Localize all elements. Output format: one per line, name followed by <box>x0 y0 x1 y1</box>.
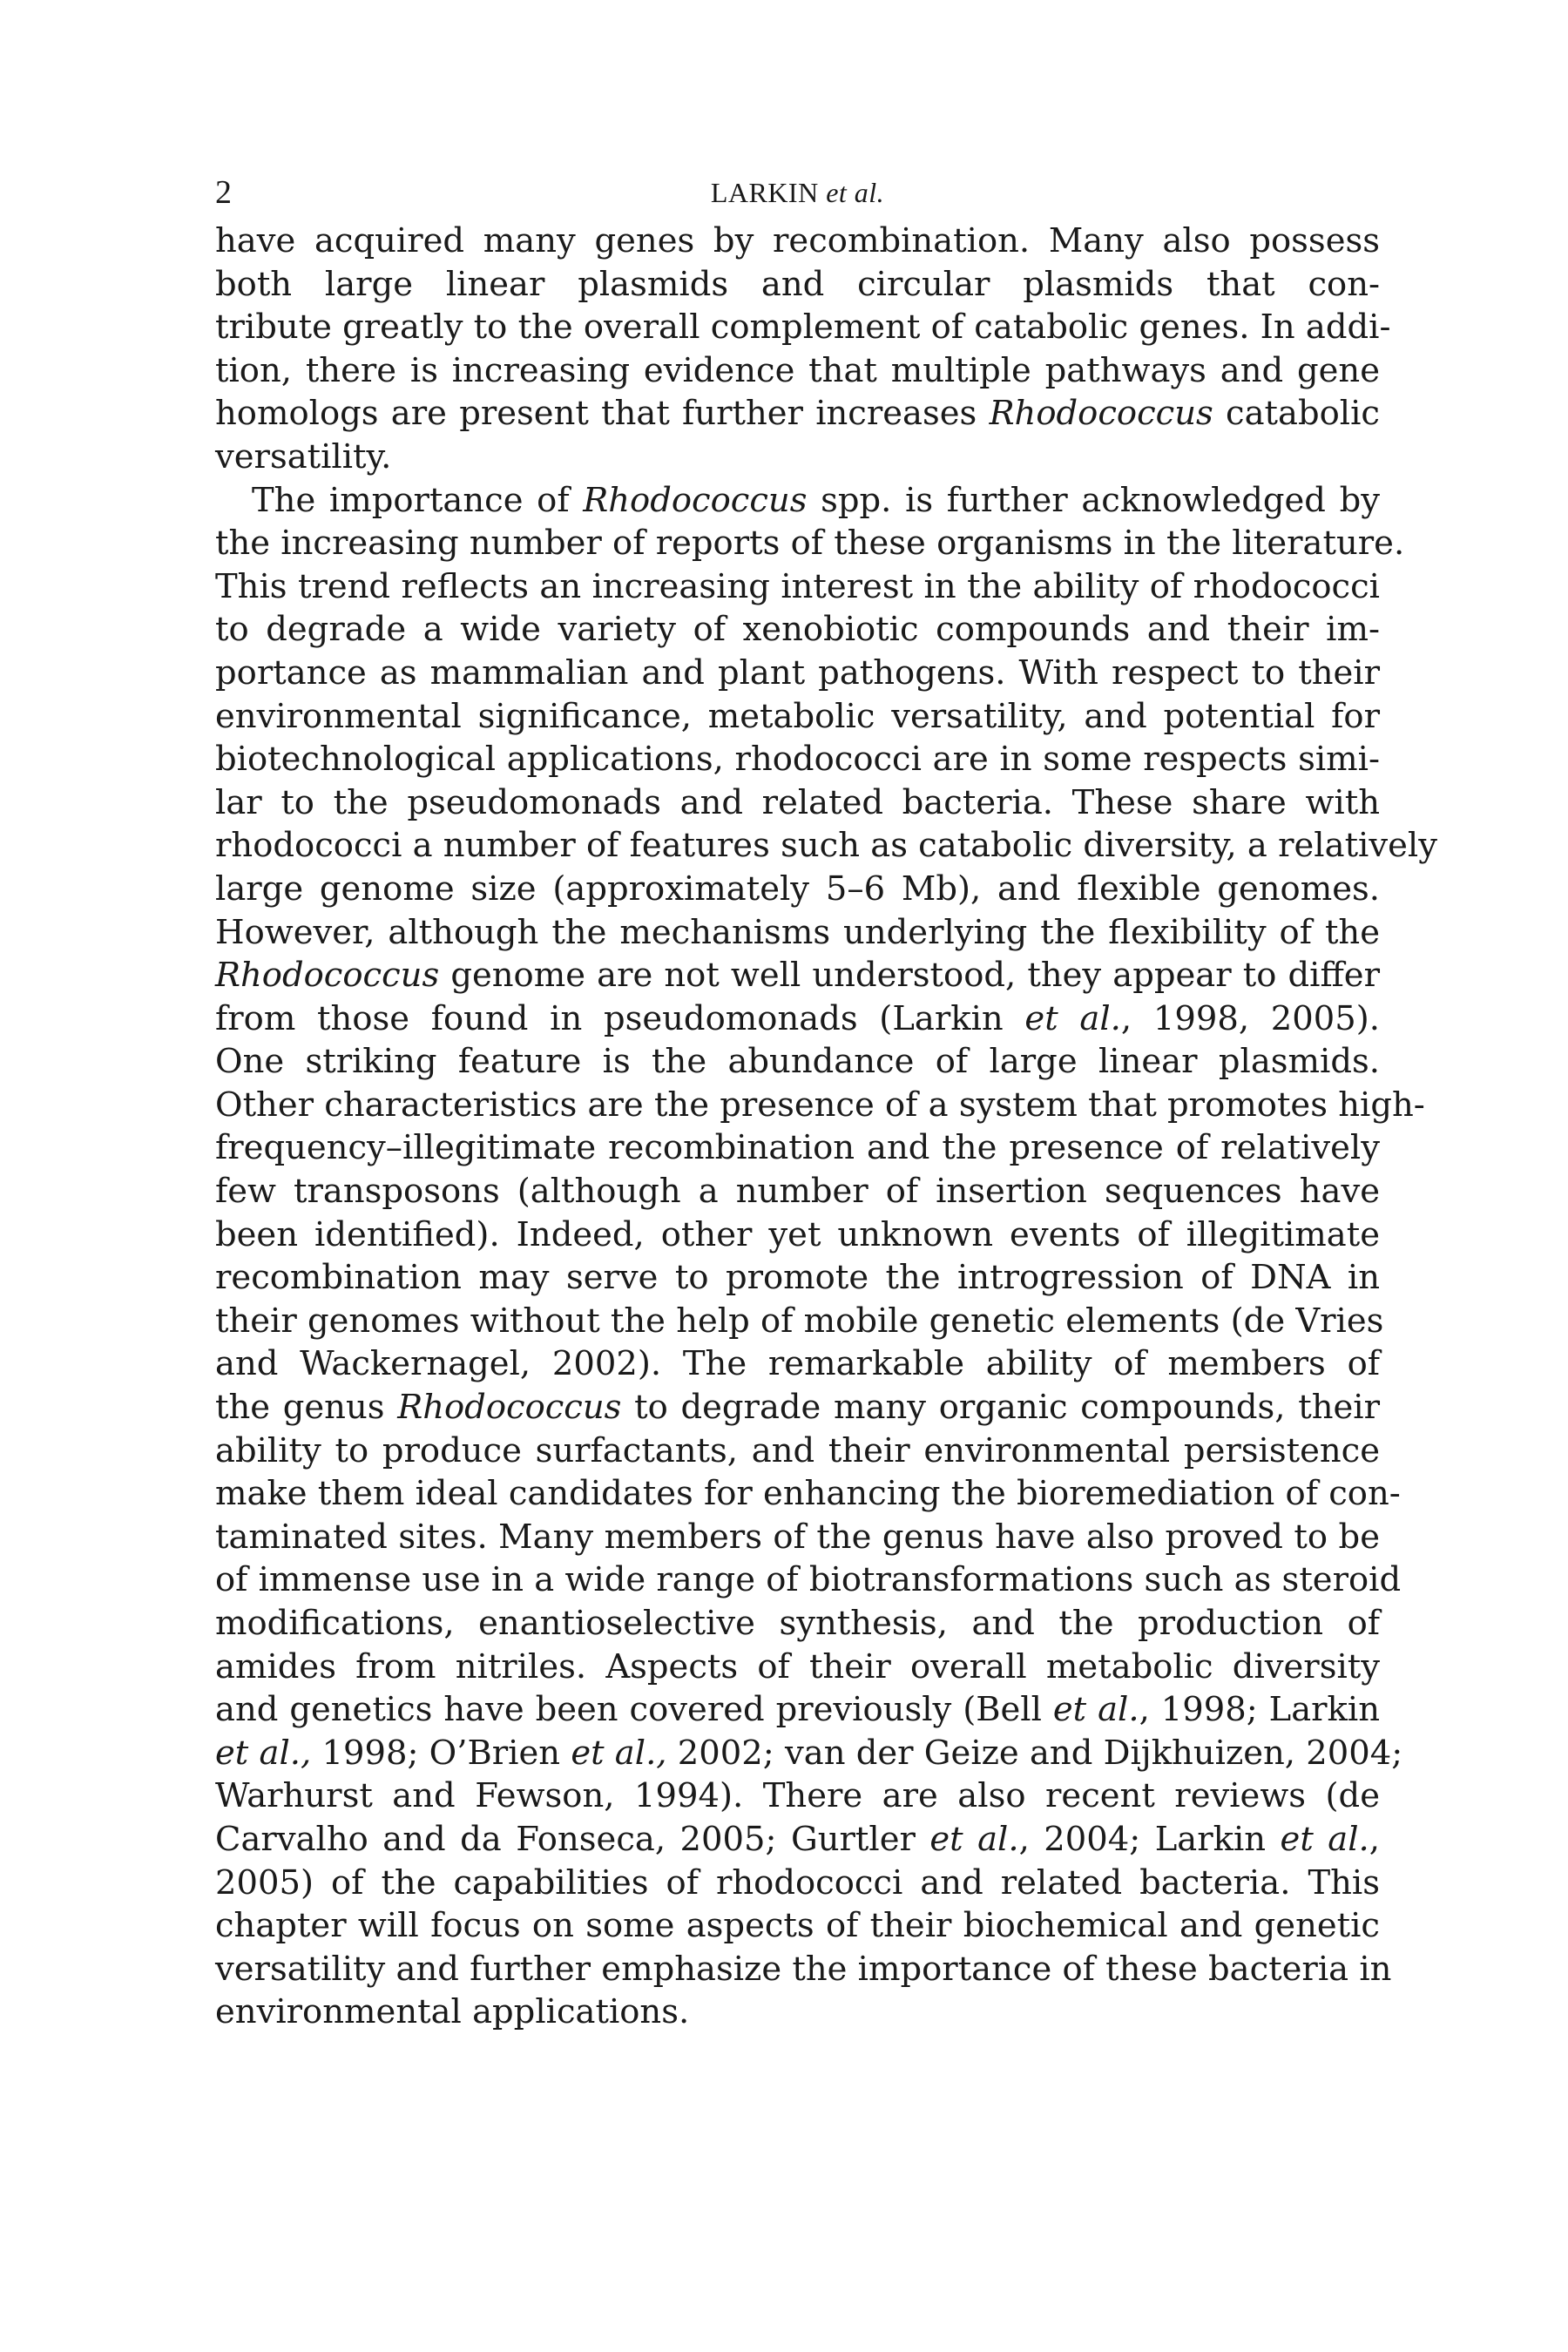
text-segment: amides from nitriles. Aspects of their overall metabolic diversity <box>215 1646 1380 1686</box>
text-line <box>215 436 1380 479</box>
text-line <box>215 479 1380 523</box>
italic-text: et al. <box>1024 998 1121 1038</box>
text-segment: both large linear plasmids and circular plasmids that con- <box>215 264 1380 304</box>
text-line <box>215 1646 1380 1689</box>
text-line <box>215 1213 1380 1257</box>
text-segment: make them ideal candidates for enhancing the bioremediation of con- <box>215 1474 1401 1514</box>
text-line <box>215 1386 1380 1429</box>
text-segment: 2005) of the capabilities of rhodococci and related bacteria. This <box>215 1862 1380 1903</box>
text-segment: One striking feature is the abundance of large linear plasmids. <box>215 1042 1380 1082</box>
italic-text: Rhodococcus <box>583 480 808 520</box>
text-segment: been identified). Indeed, other yet unknown events of illegitimate <box>215 1214 1380 1254</box>
text-segment: , <box>1369 1819 1381 1859</box>
text-segment: lar to the pseudomonads and related bacteria. These share with <box>215 782 1380 822</box>
text-segment: However, although the mechanisms underlying the flexibility of the <box>215 912 1380 952</box>
text-line <box>215 1342 1380 1386</box>
text-segment: frequency–illegitimate recombination and the presence of relatively <box>215 1128 1380 1168</box>
text-segment: ability to produce surfactants, and their environmental persistence <box>215 1430 1380 1470</box>
text-segment: tribute greatly to the overall complement of catabolic genes. In addi- <box>215 308 1391 348</box>
text-line <box>215 1774 1380 1818</box>
text-line <box>215 1948 1392 1991</box>
text-segment: portance as mammalian and plant pathogens. With respect to their <box>215 652 1380 693</box>
text-segment: environmental applications. <box>215 1992 690 2032</box>
text-segment: versatility. <box>215 436 392 476</box>
text-segment: homologs are present that further increases <box>215 394 990 434</box>
text-segment: Carvalho and da Fonseca, 2005; Gurtler <box>215 1819 930 1859</box>
text-segment: to degrade a wide variety of xenobiotic compounds and their im- <box>215 610 1380 650</box>
header-author-name: LARKIN <box>710 177 819 208</box>
text-segment: , 1998; Larkin <box>1139 1690 1380 1730</box>
text-segment: chapter will focus on some aspects of their biochemical and genetic <box>215 1906 1380 1946</box>
text-line <box>215 349 1380 393</box>
text-segment: to degrade many organic compounds, their <box>621 1388 1381 1428</box>
text-segment: the genus <box>215 1388 398 1428</box>
text-line <box>215 1084 1425 1127</box>
text-line <box>215 1904 1380 1948</box>
text-segment: few transposons (although a number of insertion sequences have <box>215 1172 1380 1212</box>
text-line <box>215 1040 1380 1084</box>
text-line <box>215 1126 1380 1170</box>
text-segment: genome are not well understood, they appear to differ <box>439 956 1380 996</box>
text-line <box>215 1862 1380 1905</box>
text-line <box>215 738 1380 781</box>
text-line <box>215 781 1380 825</box>
text-line <box>215 1256 1380 1300</box>
text-line <box>215 522 1405 565</box>
text-segment: catabolic <box>1213 394 1380 434</box>
text-segment: The importance of <box>252 480 584 520</box>
text-line <box>215 911 1380 955</box>
italic-text: et al. <box>929 1819 1019 1859</box>
text-line <box>215 868 1380 911</box>
text-segment: Other characteristics are the presence of a system that promotes high- <box>215 1085 1425 1125</box>
text-line <box>215 1818 1380 1862</box>
header-author <box>215 171 1380 214</box>
italic-text: et al. <box>1052 1690 1139 1730</box>
body-text <box>215 220 1437 2034</box>
text-line <box>215 652 1380 695</box>
text-segment: 2002; van der Geize and Dijkhuizen, 2004; <box>666 1733 1403 1773</box>
text-line <box>215 392 1380 436</box>
text-line <box>215 695 1380 739</box>
text-segment: Warhurst and Fewson, 1994). There are also recent reviews (de <box>215 1776 1380 1816</box>
text-segment: of immense use in a wide range of biotransformations such as steroid <box>215 1560 1402 1600</box>
italic-text: et al., <box>215 1733 312 1773</box>
text-segment: 1998; O’Brien <box>311 1733 571 1773</box>
text-line <box>215 1558 1402 1602</box>
text-segment: recombination may serve to promote the introgression of DNA in <box>215 1258 1380 1298</box>
text-segment: environmental significance, metabolic versatility, and potential for <box>215 696 1380 736</box>
text-segment: tion, there is increasing evidence that multiple pathways and gene <box>215 350 1380 390</box>
text-segment: have acquired many genes by recombination. Many also possess <box>215 221 1380 260</box>
text-line <box>215 220 1380 263</box>
text-segment: taminated sites. Many members of the genus have also proved to be <box>215 1517 1380 1557</box>
text-line <box>215 1170 1380 1213</box>
text-line <box>215 608 1380 652</box>
text-segment: modifications, enantioselective synthesis, and the production of <box>215 1604 1380 1643</box>
text-segment: , 1998, 2005). <box>1120 998 1381 1038</box>
text-line <box>215 263 1380 307</box>
running-header <box>215 171 1380 214</box>
text-segment: and genetics have been covered previously (Bell <box>215 1690 1053 1730</box>
text-line <box>215 1688 1380 1732</box>
text-segment: the increasing number of reports of these organisms in the literature. <box>215 524 1405 564</box>
text-line <box>215 1300 1384 1343</box>
text-line <box>215 824 1437 868</box>
text-line <box>215 954 1380 997</box>
italic-text: et al., <box>571 1733 667 1773</box>
italic-text: Rhodococcus <box>397 1388 622 1428</box>
text-line <box>215 1990 1380 2034</box>
text-segment: , 2004; Larkin <box>1018 1819 1281 1859</box>
text-segment: biotechnological applications, rhodococci are in some respects simi- <box>215 740 1380 780</box>
italic-text: Rhodococcus <box>215 956 440 996</box>
text-line <box>215 1602 1380 1646</box>
text-line <box>215 1732 1403 1775</box>
text-segment: large genome size (approximately 5–6 Mb), and flexible genomes. <box>215 868 1380 909</box>
text-line <box>215 565 1380 609</box>
italic-text: Rhodococcus <box>989 394 1213 434</box>
header-author-suffix: et al. <box>826 177 885 208</box>
text-segment: their genomes without the help of mobile genetic elements (de Vries <box>215 1301 1384 1341</box>
italic-text: et al. <box>1280 1819 1369 1859</box>
text-line <box>215 306 1391 349</box>
page-number: 2 <box>215 174 232 211</box>
text-segment: spp. is further acknowledged by <box>807 480 1380 520</box>
text-segment: This trend reflects an increasing interest in the ability of rhodococci <box>215 566 1380 606</box>
text-line <box>215 1429 1380 1473</box>
text-segment: from those found in pseudomonads (Larkin <box>215 998 1025 1038</box>
text-segment: and Wackernagel, 2002). The remarkable ability of members of <box>215 1344 1380 1384</box>
text-segment: versatility and further emphasize the importance of these bacteria in <box>215 1949 1392 1989</box>
text-line <box>215 1516 1380 1559</box>
text-segment: rhodococci a number of features such as catabolic diversity, a relatively <box>215 826 1437 866</box>
text-line <box>215 997 1380 1041</box>
text-line <box>215 1472 1401 1516</box>
